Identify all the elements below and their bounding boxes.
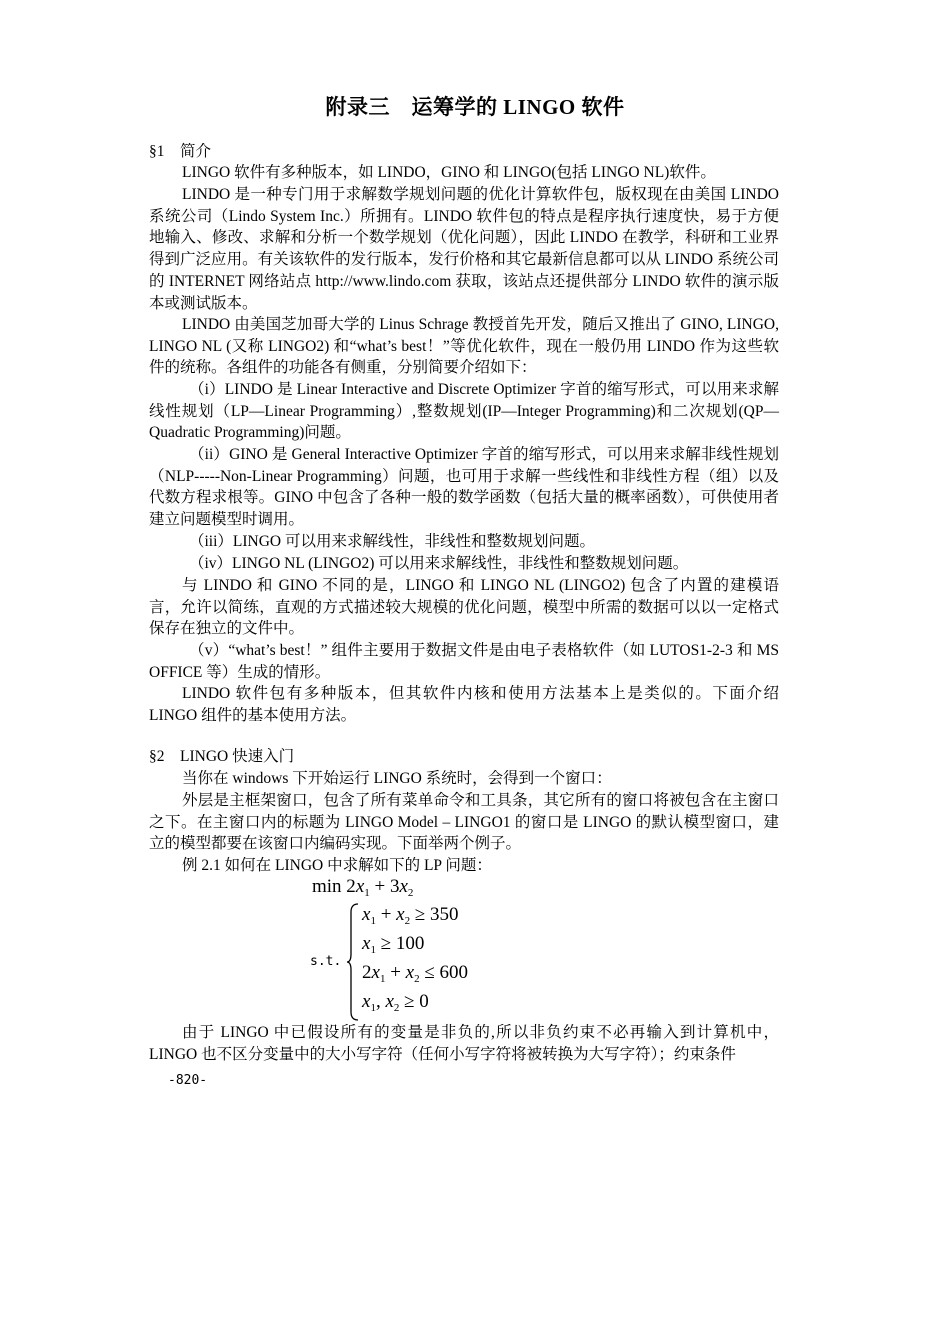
paragraph: （ii）GINO 是 General Interactive Optimizer 字首的缩写形式，可以用来求解非线性规划（NLP-----Non-Linear Programming）问题，也可用于求解一些线性和非线性方程（组）以及代数方程求根等。GINO 中包含了各种一般的数学函数（包括大量的概率函数），可供使用者建立问题模型时调用。 — [149, 446, 779, 529]
paragraph: LINDO 由美国芝加哥大学的 Linus Schrage 教授首先开发，随后又推出了 GINO, LINGO, LINGO NL (又称 LINGO2) 和“what’s best！”等优化软件，现在一般仍用 LINDO 作为这些软件的统称。各组件的功能各有侧重，分别简要介绍如下： — [149, 316, 779, 377]
paragraph: LINGO 软件有多种版本，如 LINDO，GINO 和 LINGO(包括 LINGO NL)软件。 — [182, 164, 716, 181]
st-label: s.t. — [310, 954, 342, 969]
paragraph: 与 LINDO 和 GINO 不同的是，LINGO 和 LINGO NL (LINGO2) 包含了内置的建模语言，允许以简练，直观的方式描述较大规模的优化问题，模型中所需的数据可以以一定格式保存在独立的文件中。 — [149, 577, 779, 638]
paragraph: 由于 LINGO 中已假设所有的变量是非负的,所以非负约束不必再输入到计算机中，LINGO 也不区分变量中的大小写字符（任何小写字符将被转换为大写字符）；约束条件 — [149, 1024, 779, 1063]
constraint-2: $x_1 \ge 100$ — [362, 933, 425, 956]
paragraph: LINDO 是一种专门用于求解数学规划问题的优化计算软件包，版权现在由美国 LINDO 系统公司（Lindo System Inc.）所拥有。LINDO 软件包的特点是程序执行速度快，易于方便地输入、修改、求解和分析一个数学规划（优化问题），因此 LINDO 在教学，科研和工业界得到广泛应用。有关该软件的发行版本，发行价格和其它最新信息都可以从 LINDO 系统公司的 INTERNET 网络站点 http://www.lindo.com 获取，该站点还提供部分 LINDO 软件的演示版本或测试版本。 — [149, 186, 779, 312]
page-title: 附录三 运筹学的 LINGO 软件 — [325, 95, 625, 119]
paragraph: LINDO 软件包有多种版本，但其软件内核和使用方法基本上是类似的。下面介绍 LINGO 组件的基本使用方法。 — [149, 685, 779, 724]
constraint-4: $x_1$, $x_2 \ge 0$ — [362, 991, 429, 1014]
page-number: -820- — [168, 1073, 208, 1088]
paragraph: （iv）LINGO NL (LINGO2) 可以用来求解线性，非线性和整数规划问题。 — [189, 555, 689, 572]
brace-icon — [346, 902, 360, 1022]
constraint-3: $2x_1 + x_2 \le 600$ — [362, 962, 469, 985]
paragraph: 外层是主框架窗口，包含了所有菜单命令和工具条，其它所有的窗口将被包含在主窗口之下。在主窗口内的标题为 LINGO Model – LINGO1 的窗口是 LINGO 的默认模型窗口，建立的模型都要在该窗口内编码实现。下面举两个例子。 — [149, 792, 779, 853]
section-1-heading: §1 简介 — [149, 143, 212, 160]
paragraph: 例 2.1 如何在 LINGO 中求解如下的 LP 问题： — [182, 857, 492, 874]
section-2-heading: §2 LINGO 快速入门 — [149, 748, 295, 765]
paragraph: （iii）LINGO 可以用来求解线性，非线性和整数规划问题。 — [189, 533, 596, 550]
paragraph: 当你在 windows 下开始运行 LINGO 系统时，会得到一个窗口： — [182, 770, 612, 787]
constraint-1: $x_1 + x_2 \ge 350$ — [362, 904, 459, 927]
objective-function: $\min 2x_1 + 3x_2$ — [312, 876, 414, 899]
paragraph: （v）“what’s best！” 组件主要用于数据文件是由电子表格软件（如 LUTOS1-2-3 和 MS OFFICE 等）生成的情形。 — [149, 642, 779, 681]
paragraph: （i）LINDO 是 Linear Interactive and Discrete Optimizer 字首的缩写形式，可以用来求解线性规划（LP—Linear Programming）,整数规划(IP—Integer Programming)和二次规划(QP—Quadratic Programming)问题。 — [149, 381, 779, 442]
